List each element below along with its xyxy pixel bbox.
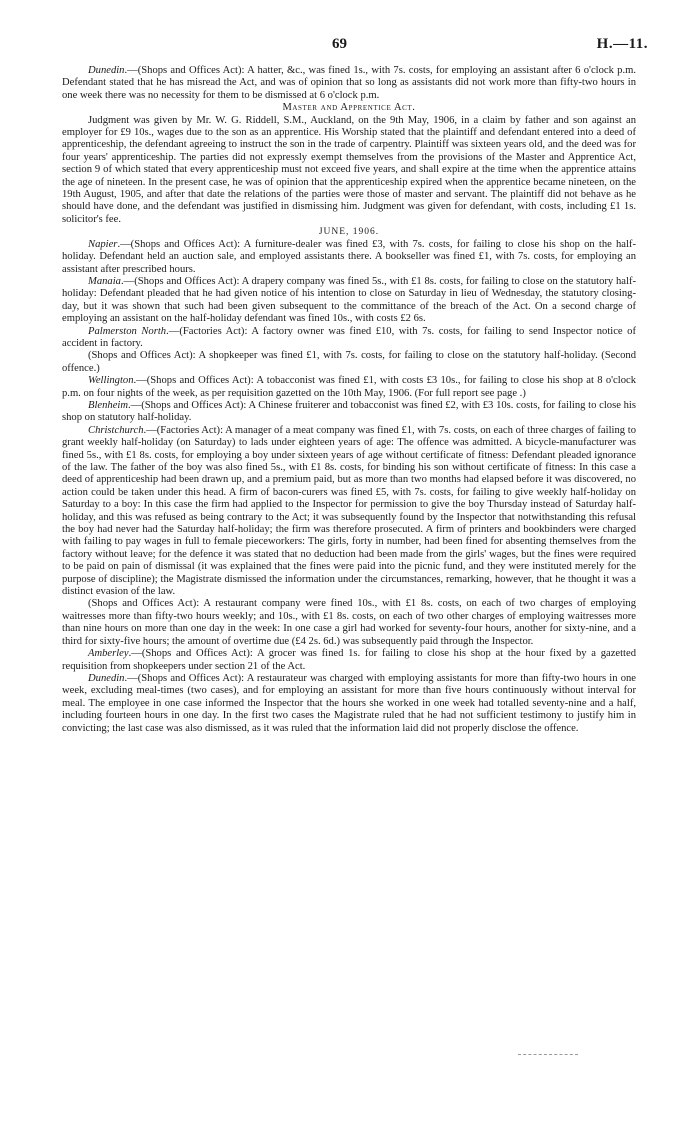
entry-wellington <box>62 375 636 400</box>
entry-text: .—(Shops and Offices Act): A drapery company was fined 5s., with £1 8s. costs, for failing to close on the statutory half-holiday: Defendant pleaded that he had given notice of his intention to close on Saturday in lieu of Wednesday, the statutory closing-day, but it was shown that such had been given subsequent to the committance of the breach of the Act. On a second charge of employing an assistant on the half-holiday defendant was fined 10s., with costs £2 6s. <box>62 275 636 325</box>
entry-text: (Shops and Offices Act): A restaurant company were fined 10s., with £1 8s. costs, on each of two charges of employing waitresses more than fifty-two hours weekly; and 10s., with £1 8s. costs, on each of two other charges of employing waitresses more than nine hours on more than one day in the week: In one case a girl had worked for seventy-four hours, another for sixty-nine, and a third for sixty-five hours; the amount of overtime due (£4 2s. 6d.) was subsequently paid through the Inspector. <box>62 598 636 647</box>
intro-entry <box>62 65 636 102</box>
entry-christchurch-2 <box>62 598 636 648</box>
page-header <box>0 36 700 54</box>
entry-napier <box>62 239 636 276</box>
entry-text: .—(Factories Act): A manager of a meat company was fined £1, with 7s. costs, on each of three charges of failing to grant weekly half-holiday (on Saturday) to lads under eighteen years of age: The offence was admitted. A bicycle-manufacturer was fined 5s., with £1 8s. costs, for employing a boy under sixteen years of age without certificate of fitness: Defendant pleaded ignorance of the law. The father of the boy was also fined 5s., with £1 8s. costs, for binding his son without certificate of fitness: In this case a deed of apprenticeship had been drawn up, and a premium paid, but as more than two months had elapsed before it was discovered, no action could be taken under this head. A firm of bacon-curers was fined £5, with 7s. costs, for failing to give weekly half-holiday on Saturday to a boy: In this case the firm had applied to the Inspector for permission to give the boy Thursday instead of Saturday half-holiday, and this was refused as being contrary to the Act; it was subsequently found by the Inspector that notwithstanding this refusal the boy had never had the Saturday half-holiday; the firm was therefore prosecuted. A firm of printers and bookbinders were charged with failing to pay wages in full to female pieceworkers: The girls, forty in number, had been fined for absenting themselves from the factory without leave; for the defence it was stated that no deduction had been made from the girls' wages, but the fines were required to be paid on pain of dismissal (it was explained that the fines were paid into the picnic fund, and they were instituted merely for the purpose of discipline); the Magistrate dismissed the information under the circumstances, remarking, however, that he thought it was a distinct evasion of the law. <box>62 424 636 598</box>
entry-text: .—(Factories Act): A factory owner was fined £10, with 7s. costs, for failing to send Inspector notice of accident in factory. <box>62 325 636 349</box>
entry-text: .—(Shops and Offices Act): A hatter, &c., was fined 1s., with 7s. costs, for employing an assistant after 6 o'clock p.m. Defendant stated that he has misread the Act, and was of opinion that so long as assistants did not work more than fifty-two hours in one week there was no necessity for them to be dismissed at 6 o'clock p.m. <box>62 65 636 101</box>
entry-palmerston-north <box>62 326 636 351</box>
entry-text: .—(Shops and Offices Act): A tobacconist was fined £1, with costs £3 10s., for failing to close his shop at 8 o'clock p.m. on four nights of the week, as per requisition gazetted on the 10th May, 1906. (For full report see page .) <box>62 375 636 399</box>
entry-text: (Shops and Offices Act): A shopkeeper was fined £1, with 7s. costs, for failing to close on the statutory half-holiday. (Second offence.) <box>62 350 636 374</box>
page-body <box>62 65 636 735</box>
entry-text: .—(Shops and Offices Act): A Chinese fruiterer and tobacconist was fined £2, with £3 10s. costs, for failing to close his shop on statutory half-holiday. <box>62 399 636 424</box>
master-apprentice-heading: Master and Apprentice Act. <box>282 102 416 114</box>
entry-place: Wellington <box>88 375 134 387</box>
master-apprentice-paragraph: Judgment was given by Mr. W. G. Riddell, S.M., Auckland, on the 9th May, 1906, in a claim by father and son against an employer for £9 10s., wages due to the son as an apprentice. His Worship stated that the plaintiff and defendant entered into a deed of apprenticeship, the defendant agreeing to instruct the son in the trade of carpentry. Plaintiff was sixteen years old, and the deed was for four years' apprenticeship. The parties did not expressly exempt themselves from the provisions of the Master and Apprentice Act, section 9 of which stated that every apprenticeship must not exceed five years, and shall expire at the time when the apprentice attains the age of nineteen. In the present case, he was of opinion that the apprenticeship expired when the apprentice became nineteen, on the 19th August, 1905, and after that date the relations of the parties were those of master and servant. The plaintiff did not behave as he should have done, and the defendant was justified in dismissing him. Judgment was given for defendant, with costs, including £1 1s. solicitor's fee. <box>62 114 636 225</box>
entry-place: Napier <box>88 238 118 250</box>
entry-place: Dunedin <box>88 672 125 684</box>
entry-dunedin <box>62 673 636 735</box>
page-number: 69 <box>332 36 347 52</box>
entry-text: .—(Shops and Offices Act): A furniture-dealer was fined £3, with 7s. costs, for failing to close his shop on the half-holiday. Defendant held an auction sale, and employed assistants there. A bookseller was fined £1, with 7s. costs, for employing an assistant after prescribed hours. <box>62 238 636 275</box>
entry-place: Palmerston North <box>88 325 167 337</box>
document-reference: H.—11. <box>596 36 648 52</box>
entry-place: Amberley <box>88 648 129 660</box>
entry-place: Blenheim <box>88 399 129 411</box>
entry-place: Manaia <box>88 275 121 287</box>
entry-place: Dunedin <box>88 65 125 76</box>
entry-blenheim <box>62 400 636 425</box>
entry-christchurch <box>62 425 636 599</box>
entry-text: .—(Shops and Offices Act): A grocer was fined 1s. for failing to close his shop at the hour fixed by a gazetted requisition from shopkeepers under section 21 of the Act. <box>62 648 636 672</box>
entry-amberley <box>62 648 636 673</box>
entry-palmerston-north-2 <box>62 350 636 375</box>
entry-text: .—(Shops and Offices Act): A restaurateur was charged with employing assistants for more than fifty-two hours in one week, excluding meal-times (two cases), and for employing an assistant for more than five hours continuously without interval for meal. The employee in one case informed the Inspector that the hours she worked in one week had totalled seventy-nine and a half, including fourteen hours in one day. In the first two cases the Magistrate ruled that he had not sufficient testimony to justify him in convicting; the last case was also dismissed, as it was ruled that the information laid did not properly disclose the offence. <box>62 672 636 734</box>
end-rule <box>518 1054 578 1055</box>
entry-manaia <box>62 276 636 326</box>
entry-place: Christchurch <box>88 424 144 436</box>
june-heading: JUNE, 1906. <box>318 227 380 238</box>
